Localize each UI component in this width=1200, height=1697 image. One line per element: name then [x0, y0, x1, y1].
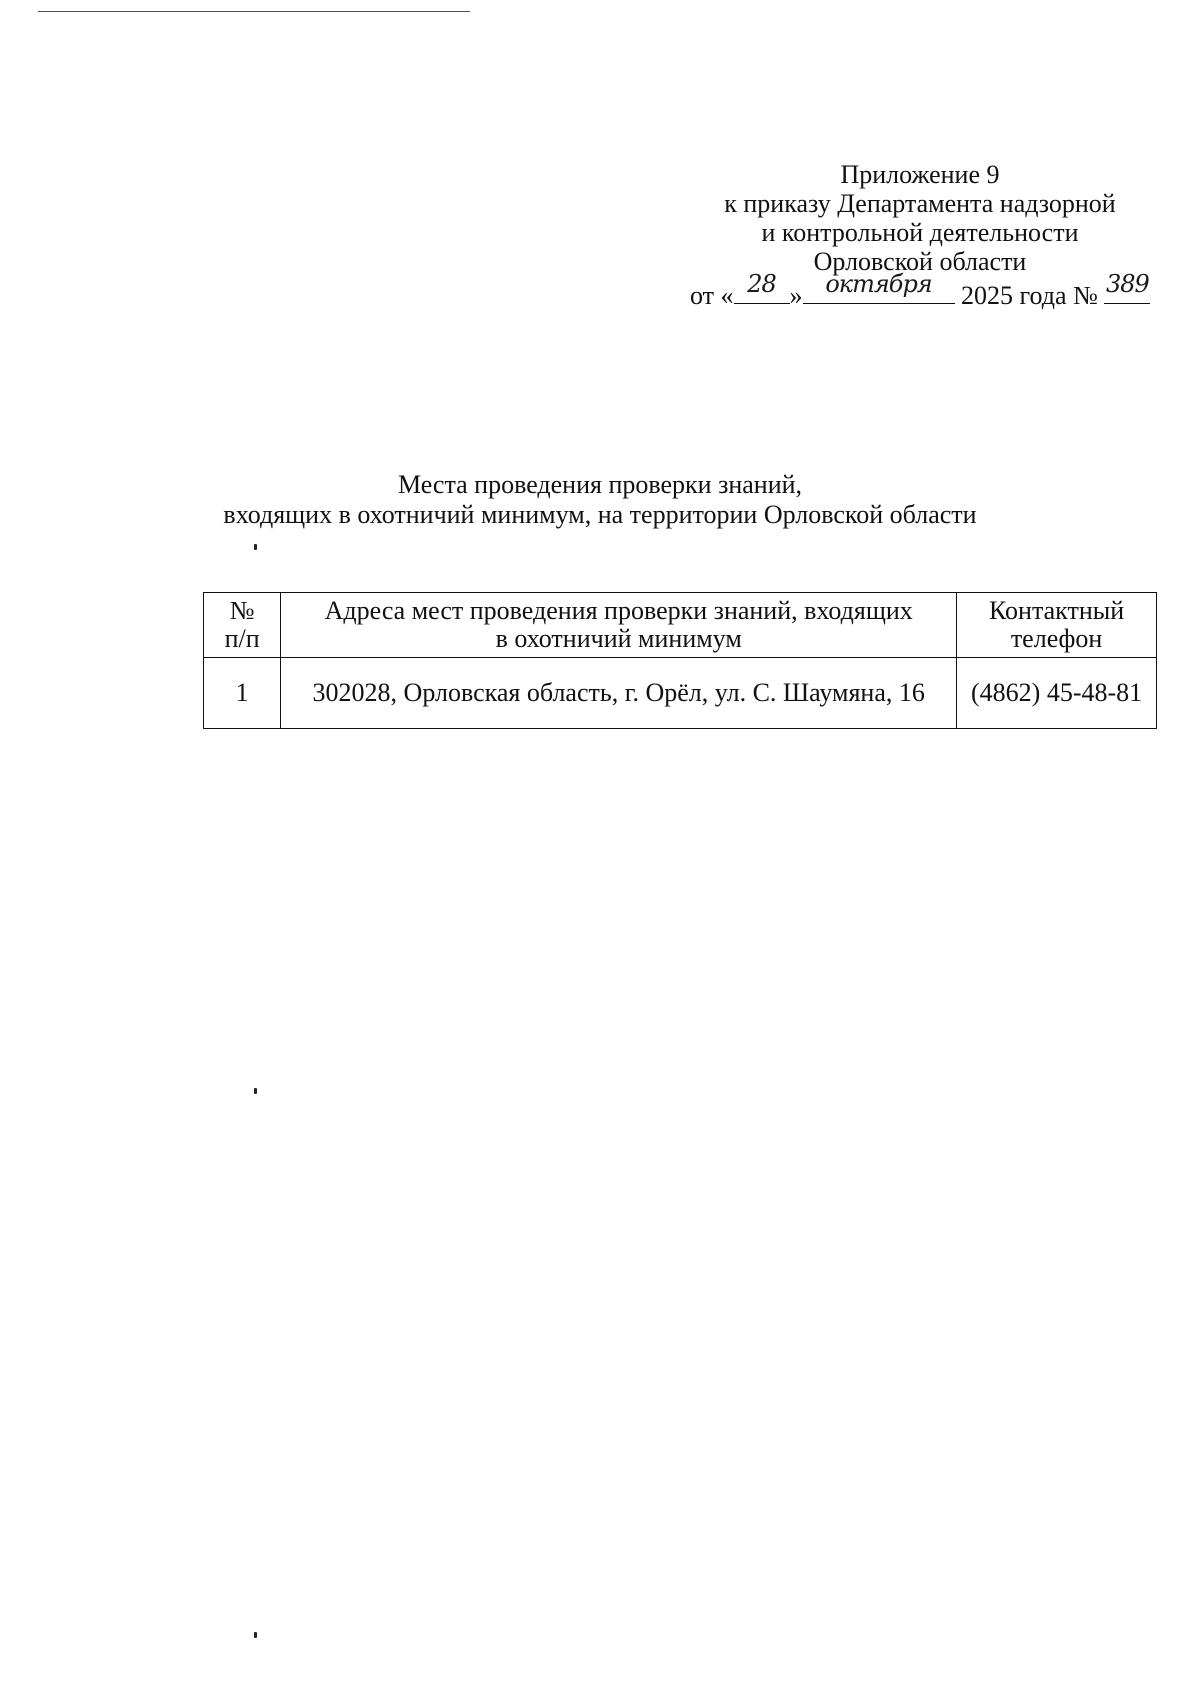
scan-speck: [254, 544, 257, 550]
approval-line-order: к приказу Департамента надзорной: [724, 189, 1116, 218]
header-phone-line2: телефон: [1010, 624, 1103, 653]
header-phone: [957, 593, 1157, 658]
header-phone-line1: Контактный: [989, 596, 1125, 625]
title-line-2: входящих в охотничий минимум, на территории Орловской области: [223, 500, 977, 529]
table-header-row: [204, 593, 1157, 658]
date-prefix: от «: [690, 281, 734, 310]
date-day-handwritten: 28: [747, 270, 776, 298]
cell-num: 1: [204, 658, 281, 729]
date-suffix: 2025 года №: [961, 281, 1098, 310]
cell-phone: (4862) 45-48-81: [957, 658, 1157, 729]
order-number-handwritten: 389: [1105, 270, 1149, 298]
approval-date-line: [690, 270, 1150, 310]
places-table: [203, 592, 1157, 729]
header-address-line1: Адреса мест проведения проверки знаний, входящих: [324, 596, 913, 625]
cell-address: 302028, Орловская область, г. Орёл, ул. С. Шаумяна, 16: [281, 658, 957, 729]
header-num: [204, 593, 281, 658]
header-address: [281, 593, 957, 658]
order-number-field: [1104, 270, 1150, 304]
approval-block: [690, 160, 1150, 310]
date-month-handwritten: октября: [825, 270, 932, 298]
date-day-field: [734, 270, 790, 304]
date-month-field: [803, 270, 955, 304]
approval-line-department: и контрольной деятельности: [761, 218, 1079, 247]
approval-line-appendix: Приложение 9: [840, 160, 1000, 189]
title-line-1: Места проведения проверки знаний,: [397, 470, 803, 499]
header-num-line2: п/п: [224, 624, 260, 653]
header-num-line1: №: [229, 596, 255, 625]
top-rule: [38, 11, 470, 12]
scan-speck: [254, 1088, 257, 1094]
approval-line-region: Орловской области: [813, 247, 1027, 276]
header-address-line2: в охотничий минимум: [495, 624, 742, 653]
document-title: [180, 470, 1020, 530]
scan-speck: [254, 1632, 257, 1638]
date-mid: »: [789, 281, 803, 310]
table-row: [204, 658, 1157, 729]
